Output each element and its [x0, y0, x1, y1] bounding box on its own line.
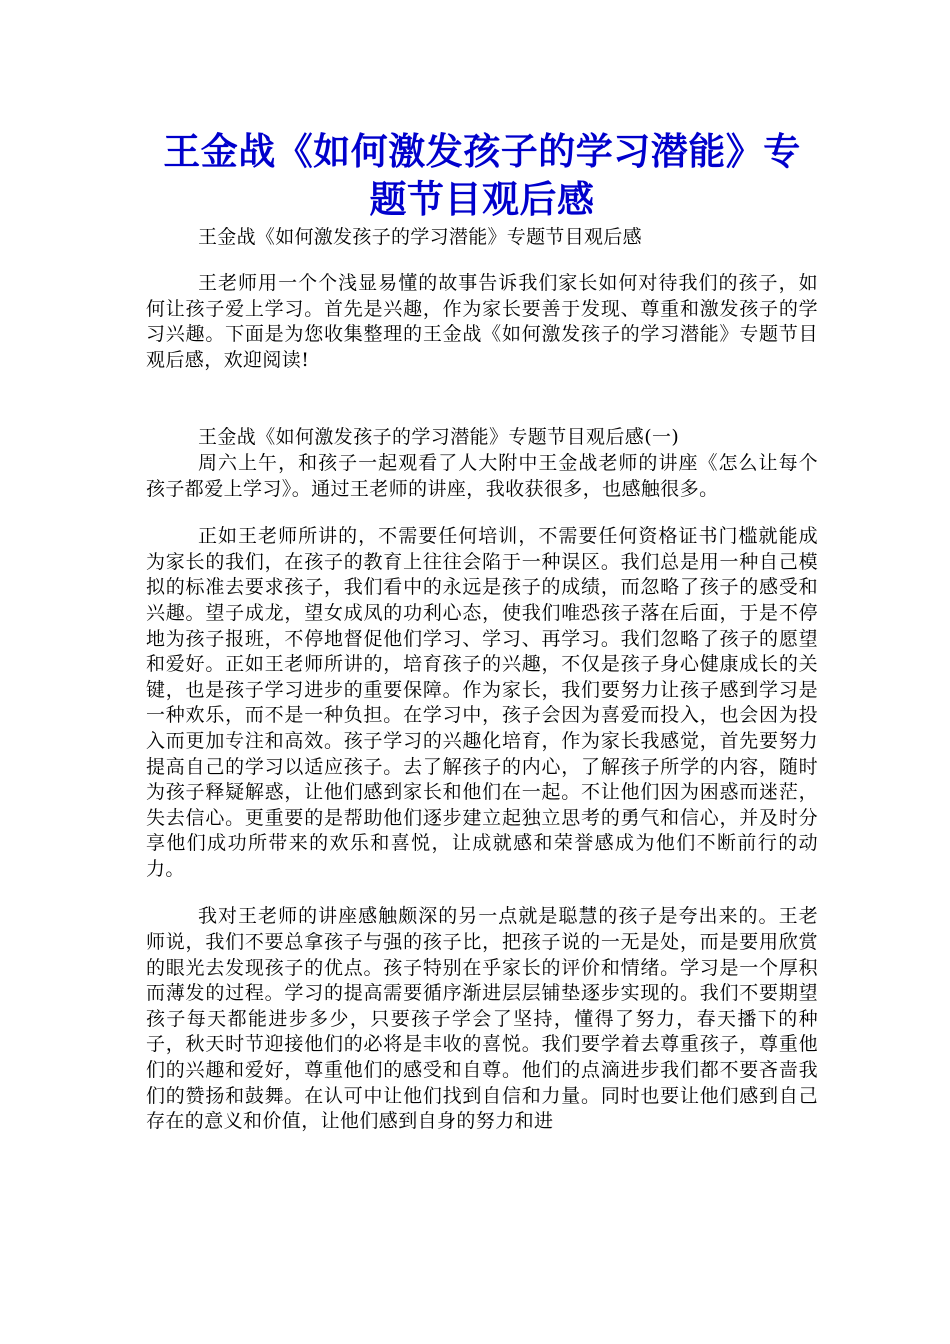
document-title: 王金战《如何激发孩子的学习潜能》专题节目观后感: [163, 130, 801, 221]
spacer: [146, 373, 818, 425]
spacer: [146, 882, 818, 904]
body-paragraph-3: 我对王老师的讲座感触颇深的另一点就是聪慧的孩子是夸出来的。王老师说，我们不要总拿孩子与强的孩子比，把孩子说的一无是处，而是要用欣赏的眼光去发现孩子的优点。孩子特别在乎家长的评价和情绪。学习是一个厚积而薄发的过程。学习的提高需要循序渐进层层铺垫逐步实现的。我们不要期望孩子每天都能进步多少，只要孩子学会了坚持，懂得了努力，春天播下的种子，秋天时节迎接他们的必将是丰收的喜悦。我们要学着去尊重孩子，尊重他们的兴趣和爱好，尊重他们的感受和自尊。他们的点滴进步我们都不要吝啬我们的赞扬和鼓舞。在认可中让他们找到自信和力量。同时也要让他们感到自己存在的意义和价值，让他们感到自身的努力和进: [146, 905, 818, 1133]
body-paragraph-1: 周六上午，和孩子一起观看了人大附中王金战老师的讲座《怎么让每个孩子都爱上学习》。通过王老师的讲座，我收获很多，也感触很多。: [146, 451, 818, 500]
intro-paragraph: 王老师用一个个浅显易懂的故事告诉我们家长如何对待我们的孩子，如何让孩子爱上学习。首先是兴趣，作为家长要善于发现、尊重和激发孩子的学习兴趣。下面是为您收集整理的王金战《如何激发孩子的学习潜能》专题节目观后感，欢迎阅读!: [146, 272, 818, 371]
section-heading: 王金战《如何激发孩子的学习潜能》专题节目观后感(一): [198, 426, 680, 449]
body-paragraph-2: 正如王老师所讲的，不需要任何培训，不需要任何资格证书门槛就能成为家长的我们，在孩子的教育上往往会陷于一种误区。我们总是用一种自己模拟的标准去要求孩子，我们看中的永远是孩子的成绩，而忽略了孩子的感受和兴趣。望子成龙，望女成凤的功利心态，使我们唯恐孩子落在后面，于是不停地为孩子报班，不停地督促他们学习、学习、再学习。我们忽略了孩子的愿望和爱好。正如王老师所讲的，培育孩子的兴趣，不仅是孩子身心健康成长的关键，也是孩子学习进步的重要保障。作为家长，我们要努力让孩子感到学习是一种欢乐，而不是一种负担。在学习中，孩子会因为喜爱而投入，也会因为投入而更加专注和高效。孩子学习的兴趣化培育，作为家长我感觉，首先要努力提高自己的学习以适应孩子。去了解孩子的内心，了解孩子所学的内容，随时为孩子释疑解惑，让他们感到家长和他们在一起。不让他们因为困惑而迷茫，失去信心。更重要的是帮助他们逐步建立起独立思考的勇气和信心，并及时分享他们成功所带来的欢乐和喜悦，让成就感和荣誉感成为他们不断前行的动力。: [146, 525, 818, 880]
spacer: [146, 251, 818, 271]
document-page: [146, 128, 818, 1135]
document-subtitle: 王金战《如何激发孩子的学习潜能》专题节目观后感: [198, 226, 642, 248]
spacer: [146, 502, 818, 524]
